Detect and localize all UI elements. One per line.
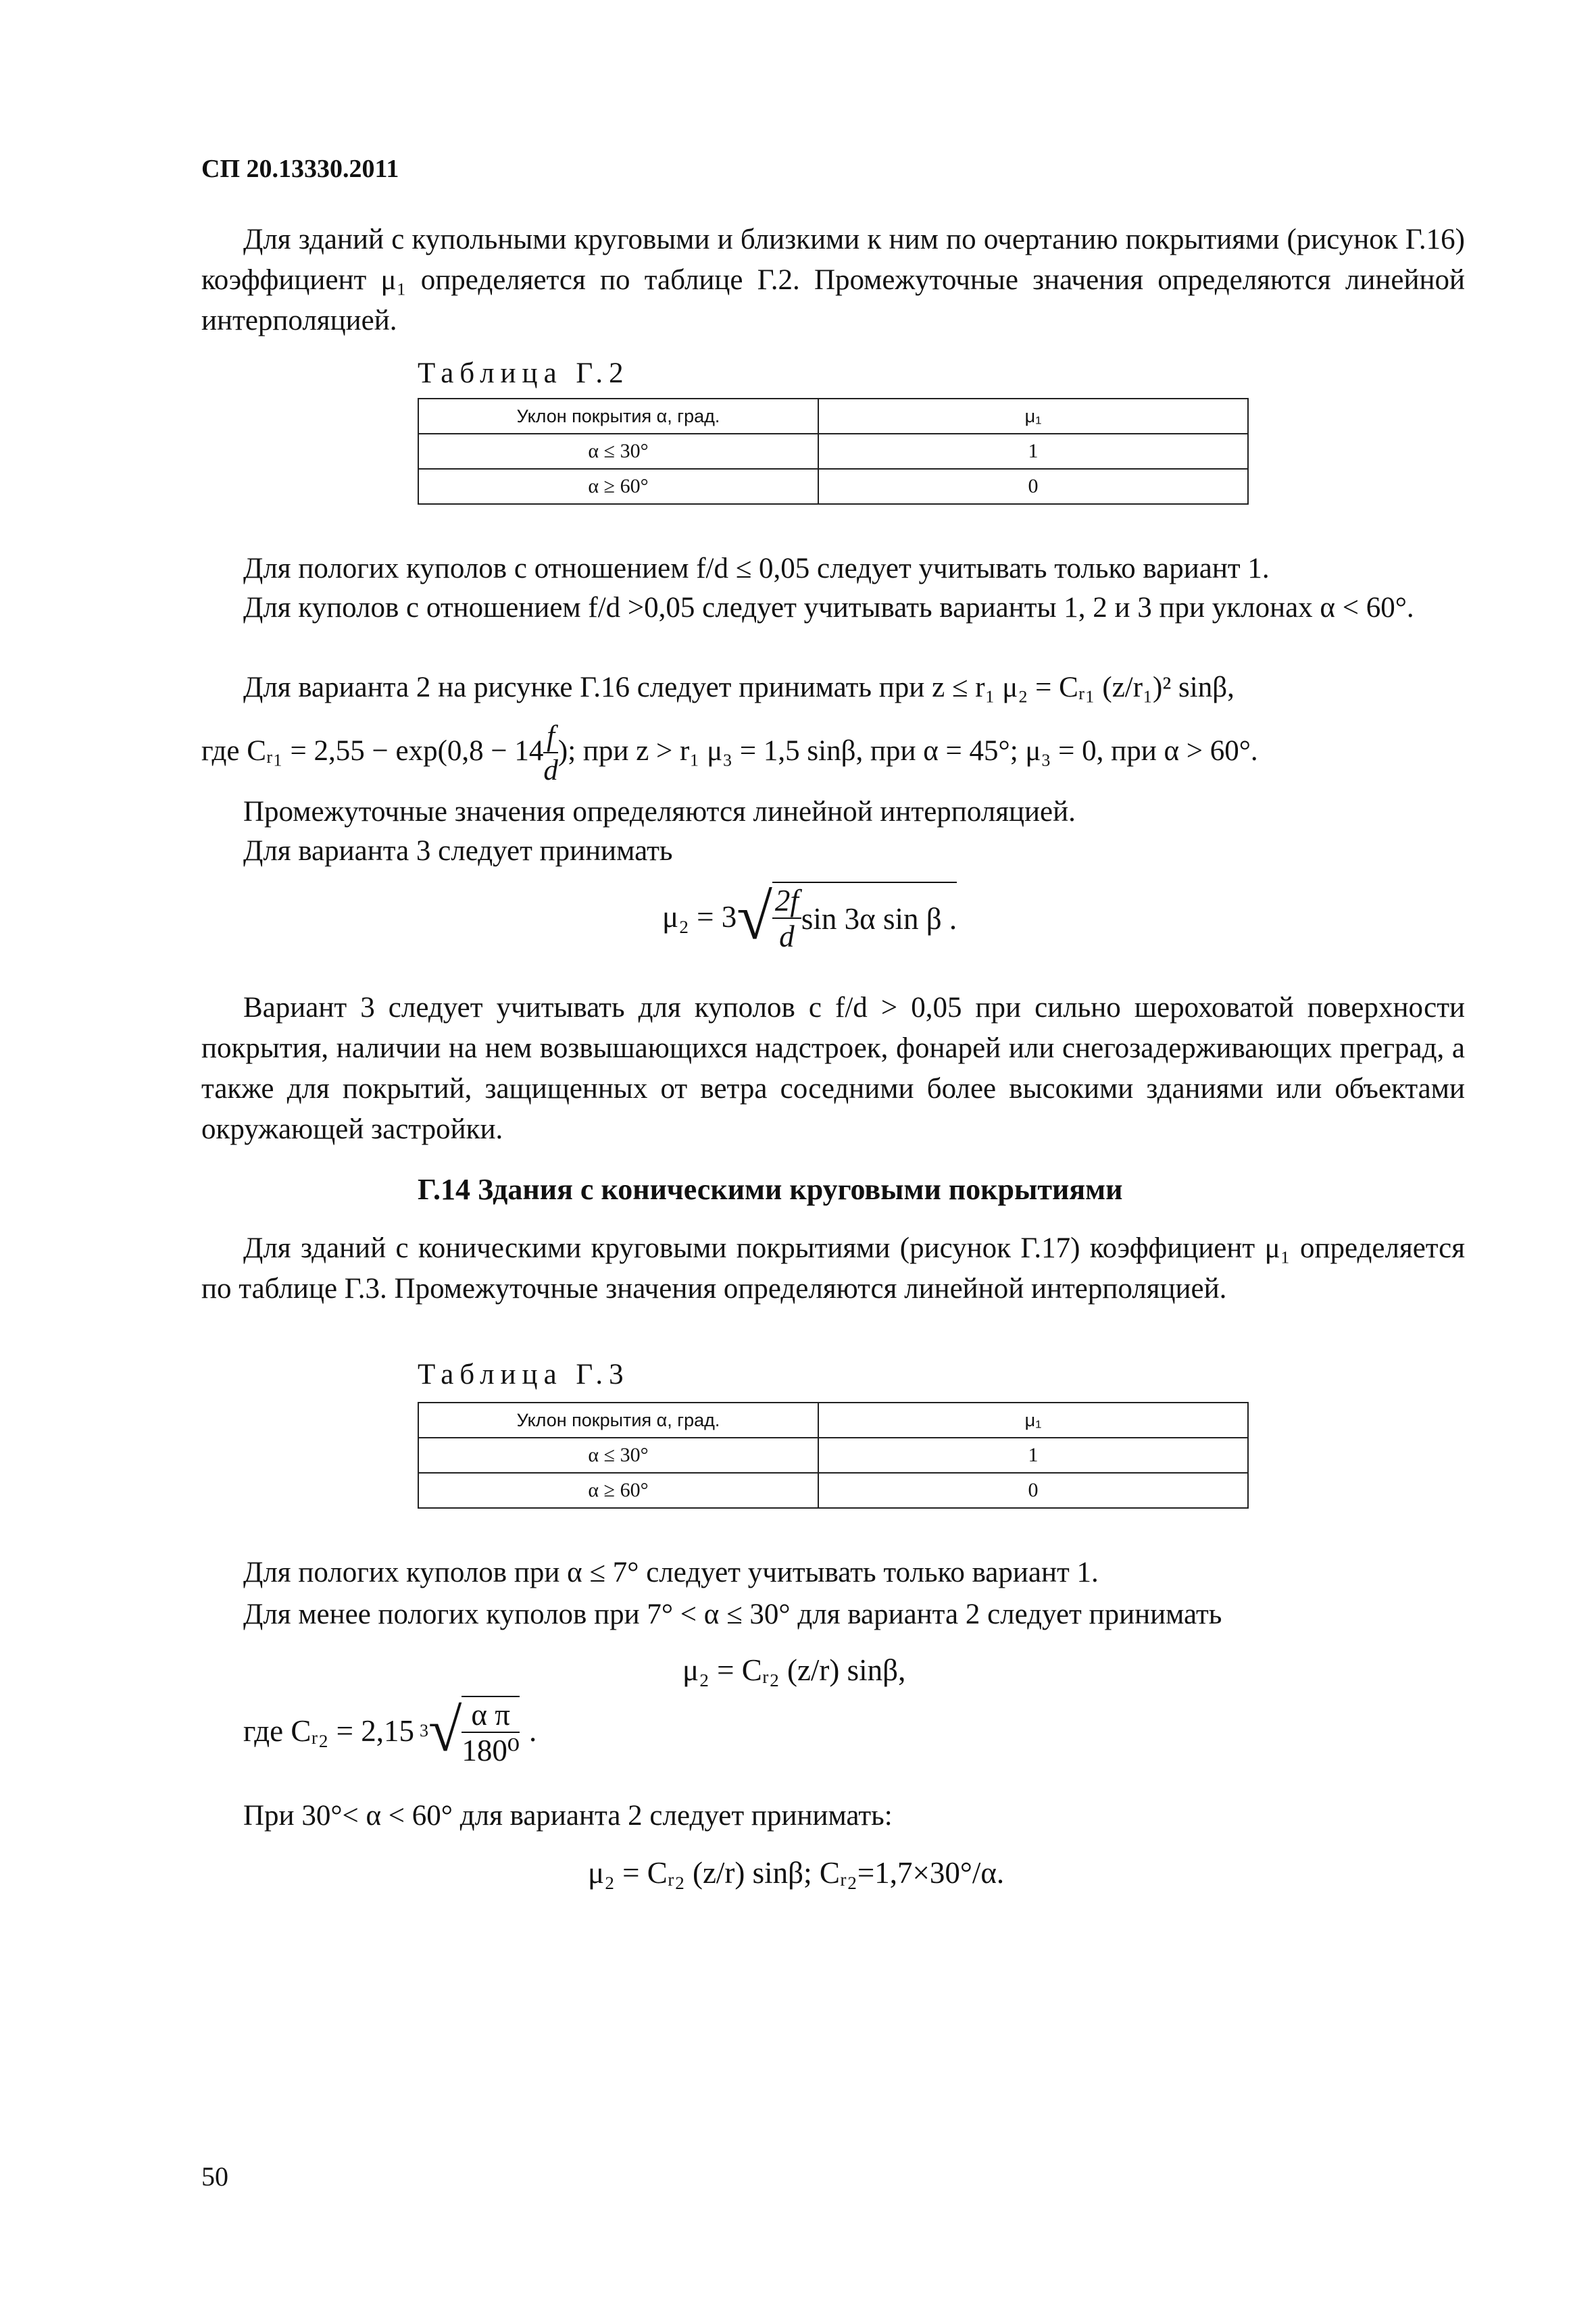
paragraph-variants: Для куполов с отношением f/d >0,05 следует учитывать варианты 1, 2 и 3 при уклонах α < 60°. bbox=[243, 592, 1414, 624]
paragraph-variant3: Для варианта 3 следует принимать bbox=[243, 835, 673, 867]
section-heading: Г.14 Здания с коническими круговыми покрытиями bbox=[418, 1173, 1123, 1206]
table-cell: 1 bbox=[818, 1438, 1248, 1473]
table-cell: α ≥ 60° bbox=[418, 469, 818, 504]
paragraph-interpolation: Промежуточные значения определяются линейной интерполяцией. bbox=[243, 796, 1076, 828]
fraction-denominator: d bbox=[779, 920, 795, 953]
root-index: 3 bbox=[420, 1721, 428, 1740]
formula-tail: . bbox=[528, 1714, 537, 1748]
paragraph-domes-intro: Для зданий с купольными круговыми и близкими к ним по очертанию покрытиями (рисунок Г.16) коэффициент μ₁ определяется по таблице Г.2. Промежуточные значения определяются линейной интерполяцией. bbox=[201, 224, 1465, 336]
table-cell: 1 bbox=[818, 434, 1248, 469]
table-header-mu1: μ₁ bbox=[818, 399, 1248, 434]
formula-tail: sin 3α sin β . bbox=[801, 902, 957, 936]
paragraph-variant3-conditions: Вариант 3 следует учитывать для куполов с f/d > 0,05 при сильно шероховатой поверхности покрытия, наличии на нем возвышающихся надстроек, фонарей или снегозадерживающих преград, а также для покрытий, защищенных от ветра соседними более высокими зданиями или объектами окружающей застройки. bbox=[201, 992, 1465, 1145]
formula-mu2-cr2-range: μ₂ = Cᵣ₂ (z/r) sinβ; Cᵣ₂=1,7×30°/α. bbox=[588, 1856, 1005, 1890]
sqrt-icon: √ bbox=[737, 880, 772, 953]
table-header-mu1: μ₁ bbox=[818, 1403, 1248, 1438]
cr1-text-end: ); при z > r₁ μ₃ = 1,5 sinβ, при α = 45°; μ₃ = 0, при α > 60°. bbox=[557, 734, 1258, 767]
table-row bbox=[418, 434, 1248, 469]
table-header-slope: Уклон покрытия α, град. bbox=[418, 399, 818, 434]
paragraph-cr1-formula bbox=[201, 722, 1258, 785]
paragraph-shallow-domes: Для пологих куполов с отношением f/d ≤ 0,05 следует учитывать только вариант 1. bbox=[243, 553, 1270, 584]
fraction-numerator: 2f bbox=[772, 886, 801, 919]
table-g2-caption: Таблица Г.2 bbox=[418, 357, 630, 389]
fraction-denominator: 180⁰ bbox=[462, 1734, 520, 1767]
table-g3 bbox=[418, 1402, 1249, 1509]
formula-cr2 bbox=[243, 1696, 537, 1766]
cr1-text-start: где Cᵣ₁ = 2,55 − exp(0,8 − 14 bbox=[201, 734, 544, 767]
paragraph-less-shallow: Для менее пологих куполов при 7° < α ≤ 30° для варианта 2 следует принимать bbox=[243, 1599, 1222, 1630]
paragraph-conical-intro: Для зданий с коническими круговыми покрытиями (рисунок Г.17) коэффициент μ₁ определяется по таблице Г.3. Промежуточные значения определяются линейной интерполяцией. bbox=[201, 1232, 1465, 1305]
fraction-denominator: d bbox=[543, 755, 558, 786]
formula-lhs: где Cᵣ₂ = 2,15 bbox=[243, 1714, 414, 1748]
table-cell: α ≥ 60° bbox=[418, 1473, 818, 1508]
page-number: 50 bbox=[201, 2161, 228, 2192]
radicand bbox=[462, 1696, 520, 1766]
formula-lhs: μ₂ = 3 bbox=[662, 900, 737, 934]
table-header-slope: Уклон покрытия α, град. bbox=[418, 1403, 818, 1438]
fraction-numerator: f bbox=[543, 722, 558, 753]
table-cell: 0 bbox=[818, 1473, 1248, 1508]
table-row bbox=[418, 1403, 1248, 1438]
table-g3-caption: Таблица Г.3 bbox=[418, 1359, 630, 1390]
paragraph-30-60: При 30°< α < 60° для варианта 2 следует принимать: bbox=[243, 1800, 893, 1832]
formula-mu2-variant3 bbox=[662, 882, 957, 952]
fraction-f-over-d bbox=[543, 722, 558, 785]
cube-root-icon: √ bbox=[428, 1697, 462, 1764]
fraction-alpha-pi-over-180 bbox=[462, 1700, 520, 1766]
formula-mu2-cr2: μ₂ = Cᵣ₂ (z/r) sinβ, bbox=[682, 1653, 906, 1687]
table-row bbox=[418, 469, 1248, 504]
table-row bbox=[418, 1438, 1248, 1473]
table-g2 bbox=[418, 398, 1249, 505]
table-cell: α ≤ 30° bbox=[418, 1438, 818, 1473]
doc-code: СП 20.13330.2011 bbox=[201, 155, 399, 183]
table-cell: α ≤ 30° bbox=[418, 434, 818, 469]
fraction-numerator: α π bbox=[462, 1700, 520, 1733]
radicand bbox=[772, 882, 957, 952]
table-row bbox=[418, 399, 1248, 434]
paragraph-variant2: Для варианта 2 на рисунке Г.16 следует принимать при z ≤ r₁ μ₂ = Cᵣ₁ (z/r₁)² sinβ, bbox=[243, 672, 1235, 703]
table-cell: 0 bbox=[818, 469, 1248, 504]
table-row bbox=[418, 1473, 1248, 1508]
paragraph-shallow-conical: Для пологих куполов при α ≤ 7° следует учитывать только вариант 1. bbox=[243, 1557, 1099, 1588]
fraction-2f-over-d bbox=[772, 886, 801, 952]
